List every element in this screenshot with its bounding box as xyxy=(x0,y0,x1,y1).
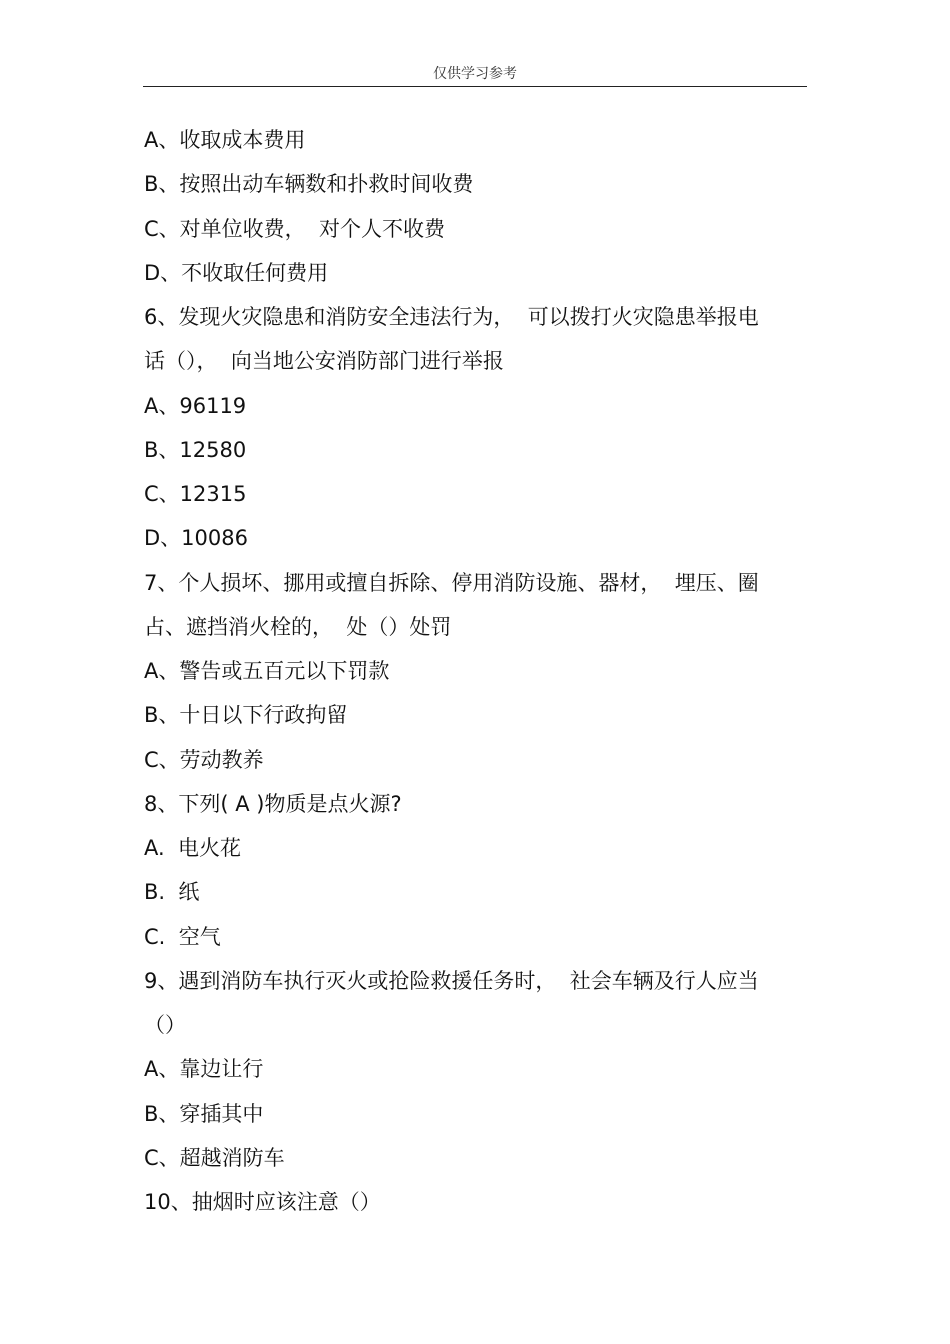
question-6-line-1: 6、发现火灾隐患和消防安全违法行为， 可以拨打火灾隐患举报电 xyxy=(144,305,759,329)
q8-option-c: C. 空气 xyxy=(144,924,221,949)
question-7-line-1: 7、个人损坏、挪用或擅自拆除、停用消防设施、器材， 埋压、圈 xyxy=(144,570,759,595)
q7-option-b: B、十日以下行政拘留 xyxy=(144,703,348,728)
option-a-line: A、收取成本费用 xyxy=(144,128,306,152)
question-10: 10、抽烟时应该注意（） xyxy=(144,1190,381,1214)
header-rule xyxy=(143,86,807,87)
question-7-line-2: 占、遮挡消火栓的， 处（）处罚 xyxy=(144,614,452,639)
q9-option-b: B、穿插其中 xyxy=(144,1101,264,1126)
q6-option-b: B、12580 xyxy=(144,437,247,462)
page-header: 仅供学习参考 xyxy=(433,66,517,82)
question-8: 8、下列( A )物质是点火源? xyxy=(144,791,402,816)
q6-option-a: A、96119 xyxy=(144,393,247,418)
q7-option-c: C、劳动教养 xyxy=(144,747,264,772)
option-c-line: C、对单位收费， 对个人不收费 xyxy=(144,216,446,241)
q6-option-d: D、10086 xyxy=(144,526,248,551)
question-9-line-1: 9、遇到消防车执行灭火或抢险救援任务时， 社会车辆及行人应当 xyxy=(144,968,759,993)
q6-option-c: C、12315 xyxy=(144,482,247,506)
question-6-line-2: 话（）， 向当地公安消防部门进行举报 xyxy=(144,349,504,374)
q8-option-a: A. 电火花 xyxy=(144,836,242,860)
option-d-line: D、不收取任何费用 xyxy=(144,260,329,285)
document-body xyxy=(144,118,808,1224)
question-9-line-2: （） xyxy=(144,1013,186,1037)
q8-option-b: B. 纸 xyxy=(144,880,200,905)
q7-option-a: A、警告或五百元以下罚款 xyxy=(144,659,390,683)
option-b-line: B、按照出动车辆数和扑救时间收费 xyxy=(144,172,474,197)
q9-option-c: C、超越消防车 xyxy=(144,1145,285,1170)
q9-option-a: A、靠边让行 xyxy=(144,1057,264,1082)
